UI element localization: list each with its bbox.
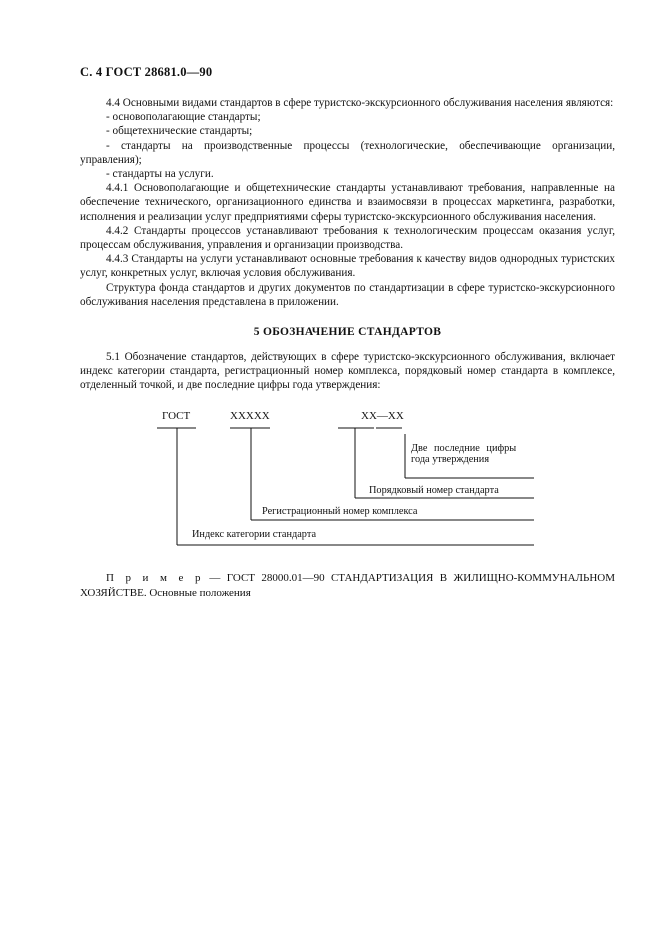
list-item: - общетехнические стандарты; [106, 125, 253, 138]
paragraph-4-4-1: 4.4.1 Основополагающие и общетехнические стандарты устанавливают требования, направленные на обеспечение технического, организационного единства и взаимосвязи в процессах маркетинга, разработки, исполнения и реализации услуг предприятиями сферы туристско-экскурсионного обслуживания населения. [80, 182, 615, 223]
section-5-title: 5 ОБОЗНАЧЕНИЕ СТАНДАРТОВ [253, 326, 442, 338]
diagram-xxxx-label: ХХ—ХХ [361, 410, 404, 422]
paragraph-fund-structure: Структура фонда стандартов и других документов по стандартизации в сфере туристско-экскурсионного обслуживания населения представлена в приложении. [80, 281, 615, 308]
page-header: С. 4 ГОСТ 28681.0—90 [80, 65, 213, 79]
list-item: - основополагающие стандарты; [106, 111, 261, 124]
example-text: — ГОСТ 28000.01—90 СТАНДАРТИЗАЦИЯ В ЖИЛИЩНО-КОММУНАЛЬНОМ ХОЗЯЙСТВЕ. Основные положения [80, 572, 615, 599]
list-item: - стандарты на производственные процессы (технологические, обеспечивающие организации, управления); [80, 139, 615, 166]
paragraph-4-4-2: 4.4.2 Стандарты процессов устанавливают требования к технологическим процессам оказания услуг, процессам обслуживания, управления и организации производства. [80, 224, 615, 252]
diagram-category-label: Индекс категории стандарта [192, 529, 317, 540]
paragraph-4-4-3: 4.4.3 Стандарты на услуги устанавливают основные требования к качеству видов однородных туристских услуг, конкретных услуг, включая условия обслуживания. [80, 253, 615, 280]
diagram-ordinal-label: Порядковый номер стандарта [369, 485, 499, 496]
list-item: - стандарты на услуги. [106, 168, 214, 181]
paragraph-4-4: 4.4 Основными видами стандартов в сфере туристско-экскурсионного обслуживания населения являются: [106, 97, 614, 109]
diagram-registration-label: Регистрационный номер комплекса [262, 506, 418, 517]
diagram-xxxxx-label: ХХХХХ [230, 410, 270, 422]
example-paragraph [80, 571, 615, 600]
example-label: П р и м е р [106, 572, 204, 584]
diagram-year-label-line1: Две последние цифры [411, 443, 517, 454]
diagram-gost-label: ГОСТ [162, 410, 191, 422]
paragraph-5-1: 5.1 Обозначение стандартов, действующих в сфере туристско-экскурсионного обслуживания, включает индекс категории стандарта, регистрационный номер комплекса, порядковый номер стандарта в комплексе, отделенный точкой, и две последние цифры года утверждения: [80, 351, 615, 392]
diagram-year-label-line2: года утверждения [411, 454, 490, 465]
